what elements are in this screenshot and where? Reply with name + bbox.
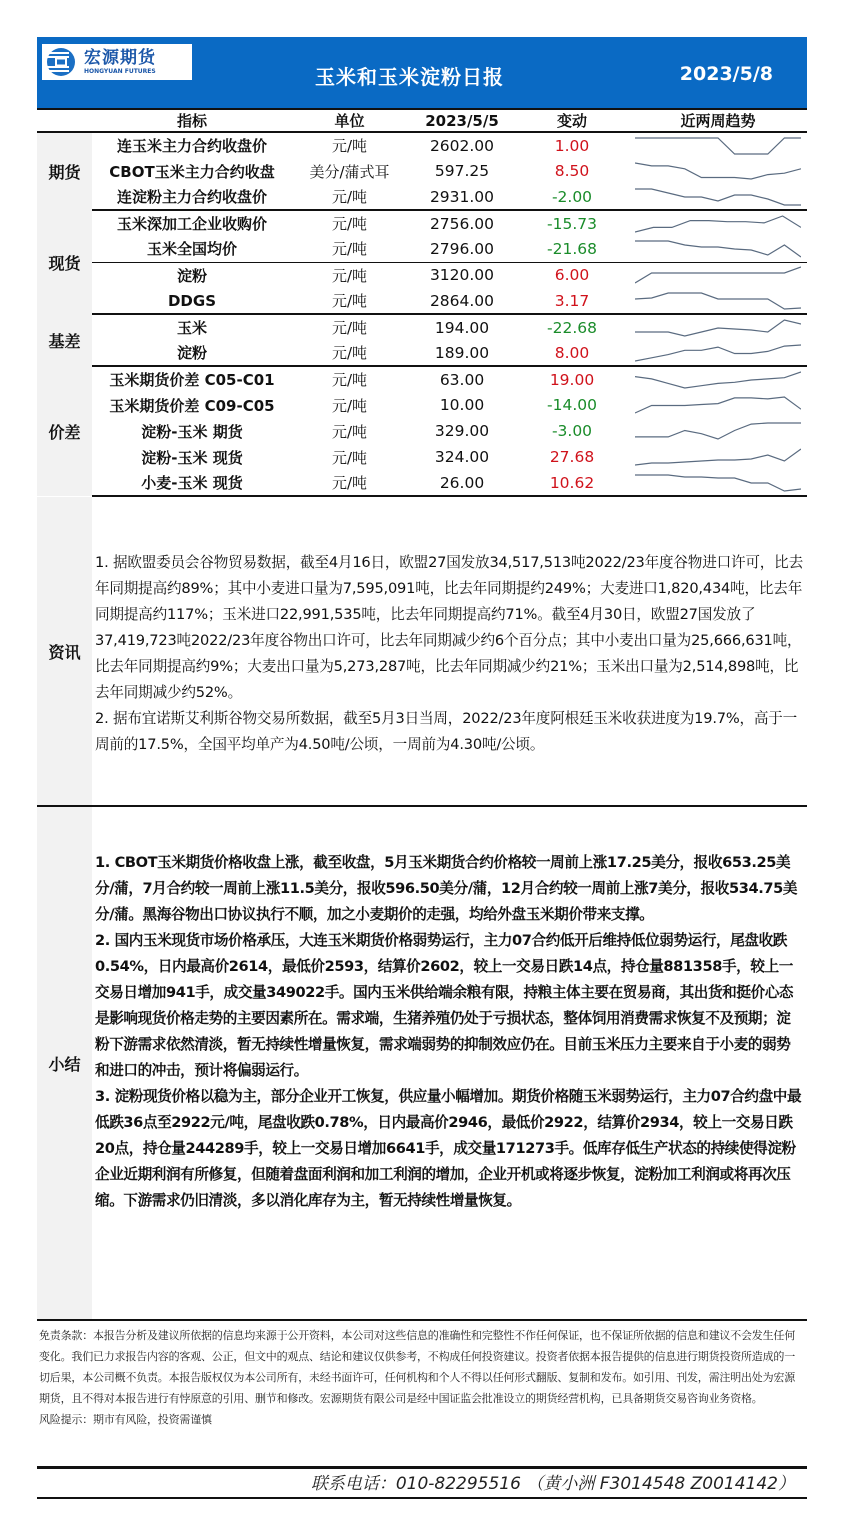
indicator-name: 淀粉-玉米 现货: [141, 448, 243, 467]
news-paragraph-2: 2. 据布宜诺斯艾利斯谷物交易所数据，截至5月3日当周，2022/23年度阿根廷玉米收获进度为19.7%，高于一周前的17.5%，全国平均单产为4.50吨/公顷，一周前为4.30吨/公顷。: [95, 710, 798, 753]
value: 324.00: [434, 448, 490, 466]
unit: 元/吨: [331, 371, 368, 389]
indicator-name: 玉米全国均价: [92, 236, 292, 262]
report-date: 2023/5/8: [679, 63, 773, 85]
summary-section: [37, 807, 807, 1321]
indicator-name: CBOT玉米主力合约收盘: [109, 162, 275, 181]
value: 2602.00: [429, 136, 495, 155]
trend-sparkline: [627, 262, 807, 288]
contact-info: 联系电话：010-82295516 （黄小洲 F3014548 Z0014142）: [37, 1469, 807, 1499]
change: 6.00: [554, 266, 590, 285]
unit: 元/吨: [292, 288, 407, 314]
report-header: [37, 37, 807, 110]
unit: 元/吨: [292, 470, 407, 496]
table-row: [37, 314, 807, 340]
value: 10.00: [439, 396, 485, 414]
table-body: [37, 132, 807, 496]
news-section: [37, 497, 807, 807]
header-category: [37, 110, 92, 132]
unit: 元/吨: [292, 184, 407, 210]
indicator-name: 连玉米主力合约收盘价: [116, 137, 267, 155]
table-row: [37, 418, 807, 444]
value: 2864.00: [407, 288, 517, 314]
table-row: [37, 262, 807, 288]
summary-body: [92, 807, 807, 1319]
unit: 元/吨: [292, 340, 407, 366]
table-row: [37, 132, 807, 158]
unit: 元/吨: [331, 215, 368, 233]
unit: 元/吨: [331, 448, 368, 467]
value: 63.00: [439, 370, 485, 389]
table-row: [37, 210, 807, 236]
disclaimer: [37, 1321, 807, 1469]
category-label: 现货: [37, 210, 92, 314]
indicator-name: DDGS: [92, 288, 292, 314]
trend-sparkline: [627, 418, 807, 444]
value: 194.00: [434, 318, 490, 337]
indicator-name: 淀粉: [92, 340, 292, 366]
table-row: [37, 470, 807, 496]
indicator-name: 小麦-玉米 现货: [92, 470, 292, 496]
summary-paragraph-2: 2. 国内玉米现货市场价格承压，大连玉米期货价格弱势运行，主力07合约低开后维持低位弱势运行，尾盘收跌0.54%，日内最高价2614，最低价2593，结算价2602，较上一交易日跌14点，持仓量881358手，较上一交易日增加941手，成交量349022手。国内玉米供给端余粮有限，持粮主体主要在贸易商，其出货和挺价心态是影响现货价格走势的主要因素所在。需求端，生猪养殖仍处于亏损状态，整体饲用消费需求恢复不及预期；淀粉下游需求依然清淡，暂无持续性增量恢复，需求端弱势的抑制效应仍在。目前玉米压力主要来自于小麦的弱势和进口的冲击，预计将偏弱运行。: [95, 932, 794, 1079]
table-header-row: [37, 110, 807, 132]
trend-sparkline: [627, 470, 807, 496]
value: 26.00: [407, 470, 517, 496]
trend-sparkline: [627, 132, 807, 158]
summary-paragraph-3: 3. 淀粉现货价格以稳为主，部分企业开工恢复，供应量小幅增加。期货价格随玉米弱势运行，主力07合约盘中最低跌36点至2922元/吨，尾盘收跌0.78%，日内最高价2946，最低价2922，结算价2934，较上一交易日跌20点，持仓量244289手，较上一交易日增加6641手，成交量171273手。低库存低生产状态的持续使得淀粉企业近期利润有所修复，但随着盘面利润和加工利润的增加，企业开机或将逐步恢复，淀粉加工利润或将再次压缩。下游需求仍旧清淡，多以消化库存为主，暂无持续性增量恢复。: [95, 1088, 802, 1209]
trend-sparkline: [627, 366, 807, 392]
value: 2931.00: [407, 184, 517, 210]
logo-chinese-name: 宏源期货: [84, 47, 156, 68]
news-paragraph-1: 1. 据欧盟委员会谷物贸易数据，截至4月16日，欧盟27国发放34,517,513吨2022/23年度谷物进口许可，比去年同期提高约89%；其中小麦进口量为7,595,091吨，比去年同期提约249%；大麦进口1,820,434吨，比去年同期提高约117%；玉米进口22,991,535吨，比去年同期提高约71%。截至4月30日，欧盟27国发放了37,419,723吨2022/23年度谷物出口许可，比去年同期减少约6个百分点；其中小麦出口量为25,666,631吨，比去年同期提高约9%；大麦出口量为5,273,287吨，比去年同期减少约21%；玉米出口量为2,514,898吨，比去年同期减少约52%。: [95, 554, 803, 701]
trend-sparkline: [627, 184, 807, 210]
change: 8.50: [554, 162, 590, 180]
logo-english-name: HONGYUAN FUTURES: [84, 67, 156, 75]
header-trend: 近两周趋势: [627, 110, 807, 132]
change: 3.17: [517, 288, 627, 314]
unit: 元/吨: [331, 319, 368, 337]
table-row: [37, 184, 807, 210]
trend-sparkline: [627, 444, 807, 470]
trend-sparkline: [627, 288, 807, 314]
change: 1.00: [554, 136, 590, 155]
summary-label: 小结: [37, 807, 92, 1319]
indicator-name: 玉米期货价差 C05-C01: [109, 371, 275, 389]
header-change: 变动: [517, 110, 627, 132]
report-title: 玉米和玉米淀粉日报: [315, 65, 504, 89]
change: -2.00: [517, 184, 627, 210]
unit: 元/吨: [331, 266, 368, 285]
value: 2756.00: [429, 214, 495, 233]
company-logo: [42, 44, 192, 80]
indicator-name: 淀粉-玉米 期货: [141, 422, 243, 441]
table-row: [37, 444, 807, 470]
change: -14.00: [547, 396, 597, 414]
table-row: [37, 340, 807, 366]
unit: 元/吨: [331, 422, 368, 441]
indicator-name: 淀粉: [176, 266, 207, 285]
category-label: 基差: [37, 314, 92, 366]
indicator-name: 玉米深加工企业收购价: [116, 215, 267, 233]
table-row: [37, 392, 807, 418]
summary-paragraph-1: 1. CBOT玉米期货价格收盘上涨，截至收盘，5月玉米期货合约价格较一周前上涨17.25美分，报收653.25美分/蒲，7月合约较一周前上涨11.5美分，报收596.50美分/蒲，12月合约较一周前上涨7美分，报收534.75美分/蒲。黑海谷物出口协议执行不顺，加之小麦期价的走强，均给外盘玉米期价带来支撑。: [95, 854, 798, 923]
risk-warning: 风险提示：期市有风险，投资需谨慎: [39, 1413, 212, 1426]
indicator-name: 玉米期货价差 C09-C05: [109, 396, 275, 415]
disclaimer-text: 免责条款：本报告分析及建议所依据的信息均来源于公开资料，本公司对这些信息的准确性和完整性不作任何保证，也不保证所依据的信息和建议不会发生任何变化。我们已力求报告内容的客观、公正，但文中的观点、结论和建议仅供参考，不构成任何投资建议。投资者依据本报告提供的信息进行期货投资所造成的一切后果，本公司概不负责。本报告版权仅为本公司所有，未经书面许可，任何机构和个人不得以任何形式翻版、复制和发布。如引用、刊发，需注明出处为宏源期货，且不得对本报告进行有悖原意的引用、删节和修改。宏源期货有限公司是经中国证监会批准设立的期货经营机构，已具备期货交易咨询业务资格。: [39, 1329, 795, 1405]
unit: 美分/蒲式耳: [309, 162, 390, 181]
trend-sparkline: [627, 340, 807, 366]
category-label: 价差: [37, 366, 92, 496]
hongyuan-logo-icon: [46, 47, 80, 77]
value: 2796.00: [407, 236, 517, 262]
table-row: [37, 366, 807, 392]
change: 19.00: [549, 370, 595, 389]
indicator-table: [37, 110, 807, 497]
indicator-name: 玉米: [176, 319, 207, 337]
change: -3.00: [551, 422, 593, 440]
change: -22.68: [547, 318, 597, 337]
header-indicator: 指标: [92, 110, 292, 132]
news-body: [92, 497, 807, 805]
daily-report-sheet: [37, 37, 807, 1499]
value: 3120.00: [429, 266, 495, 285]
change: 8.00: [517, 340, 627, 366]
change: -15.73: [547, 214, 597, 233]
change: -21.68: [517, 236, 627, 262]
value: 189.00: [407, 340, 517, 366]
change: 27.68: [549, 448, 595, 466]
table-row: [37, 288, 807, 314]
unit: 元/吨: [331, 396, 368, 415]
trend-sparkline: [627, 314, 807, 340]
header-unit: 单位: [292, 110, 407, 132]
unit: 元/吨: [331, 137, 368, 155]
table-row: [37, 236, 807, 262]
trend-sparkline: [627, 392, 807, 418]
header-value-date: 2023/5/5: [407, 110, 517, 132]
trend-sparkline: [627, 158, 807, 184]
value: 597.25: [434, 162, 490, 180]
trend-sparkline: [627, 236, 807, 262]
value: 329.00: [434, 422, 490, 440]
trend-sparkline: [627, 210, 807, 236]
table-row: [37, 158, 807, 184]
change: 10.62: [517, 470, 627, 496]
news-label: 资讯: [37, 497, 92, 805]
unit: 元/吨: [292, 236, 407, 262]
category-label: 期货: [37, 132, 92, 210]
indicator-name: 连淀粉主力合约收盘价: [92, 184, 292, 210]
